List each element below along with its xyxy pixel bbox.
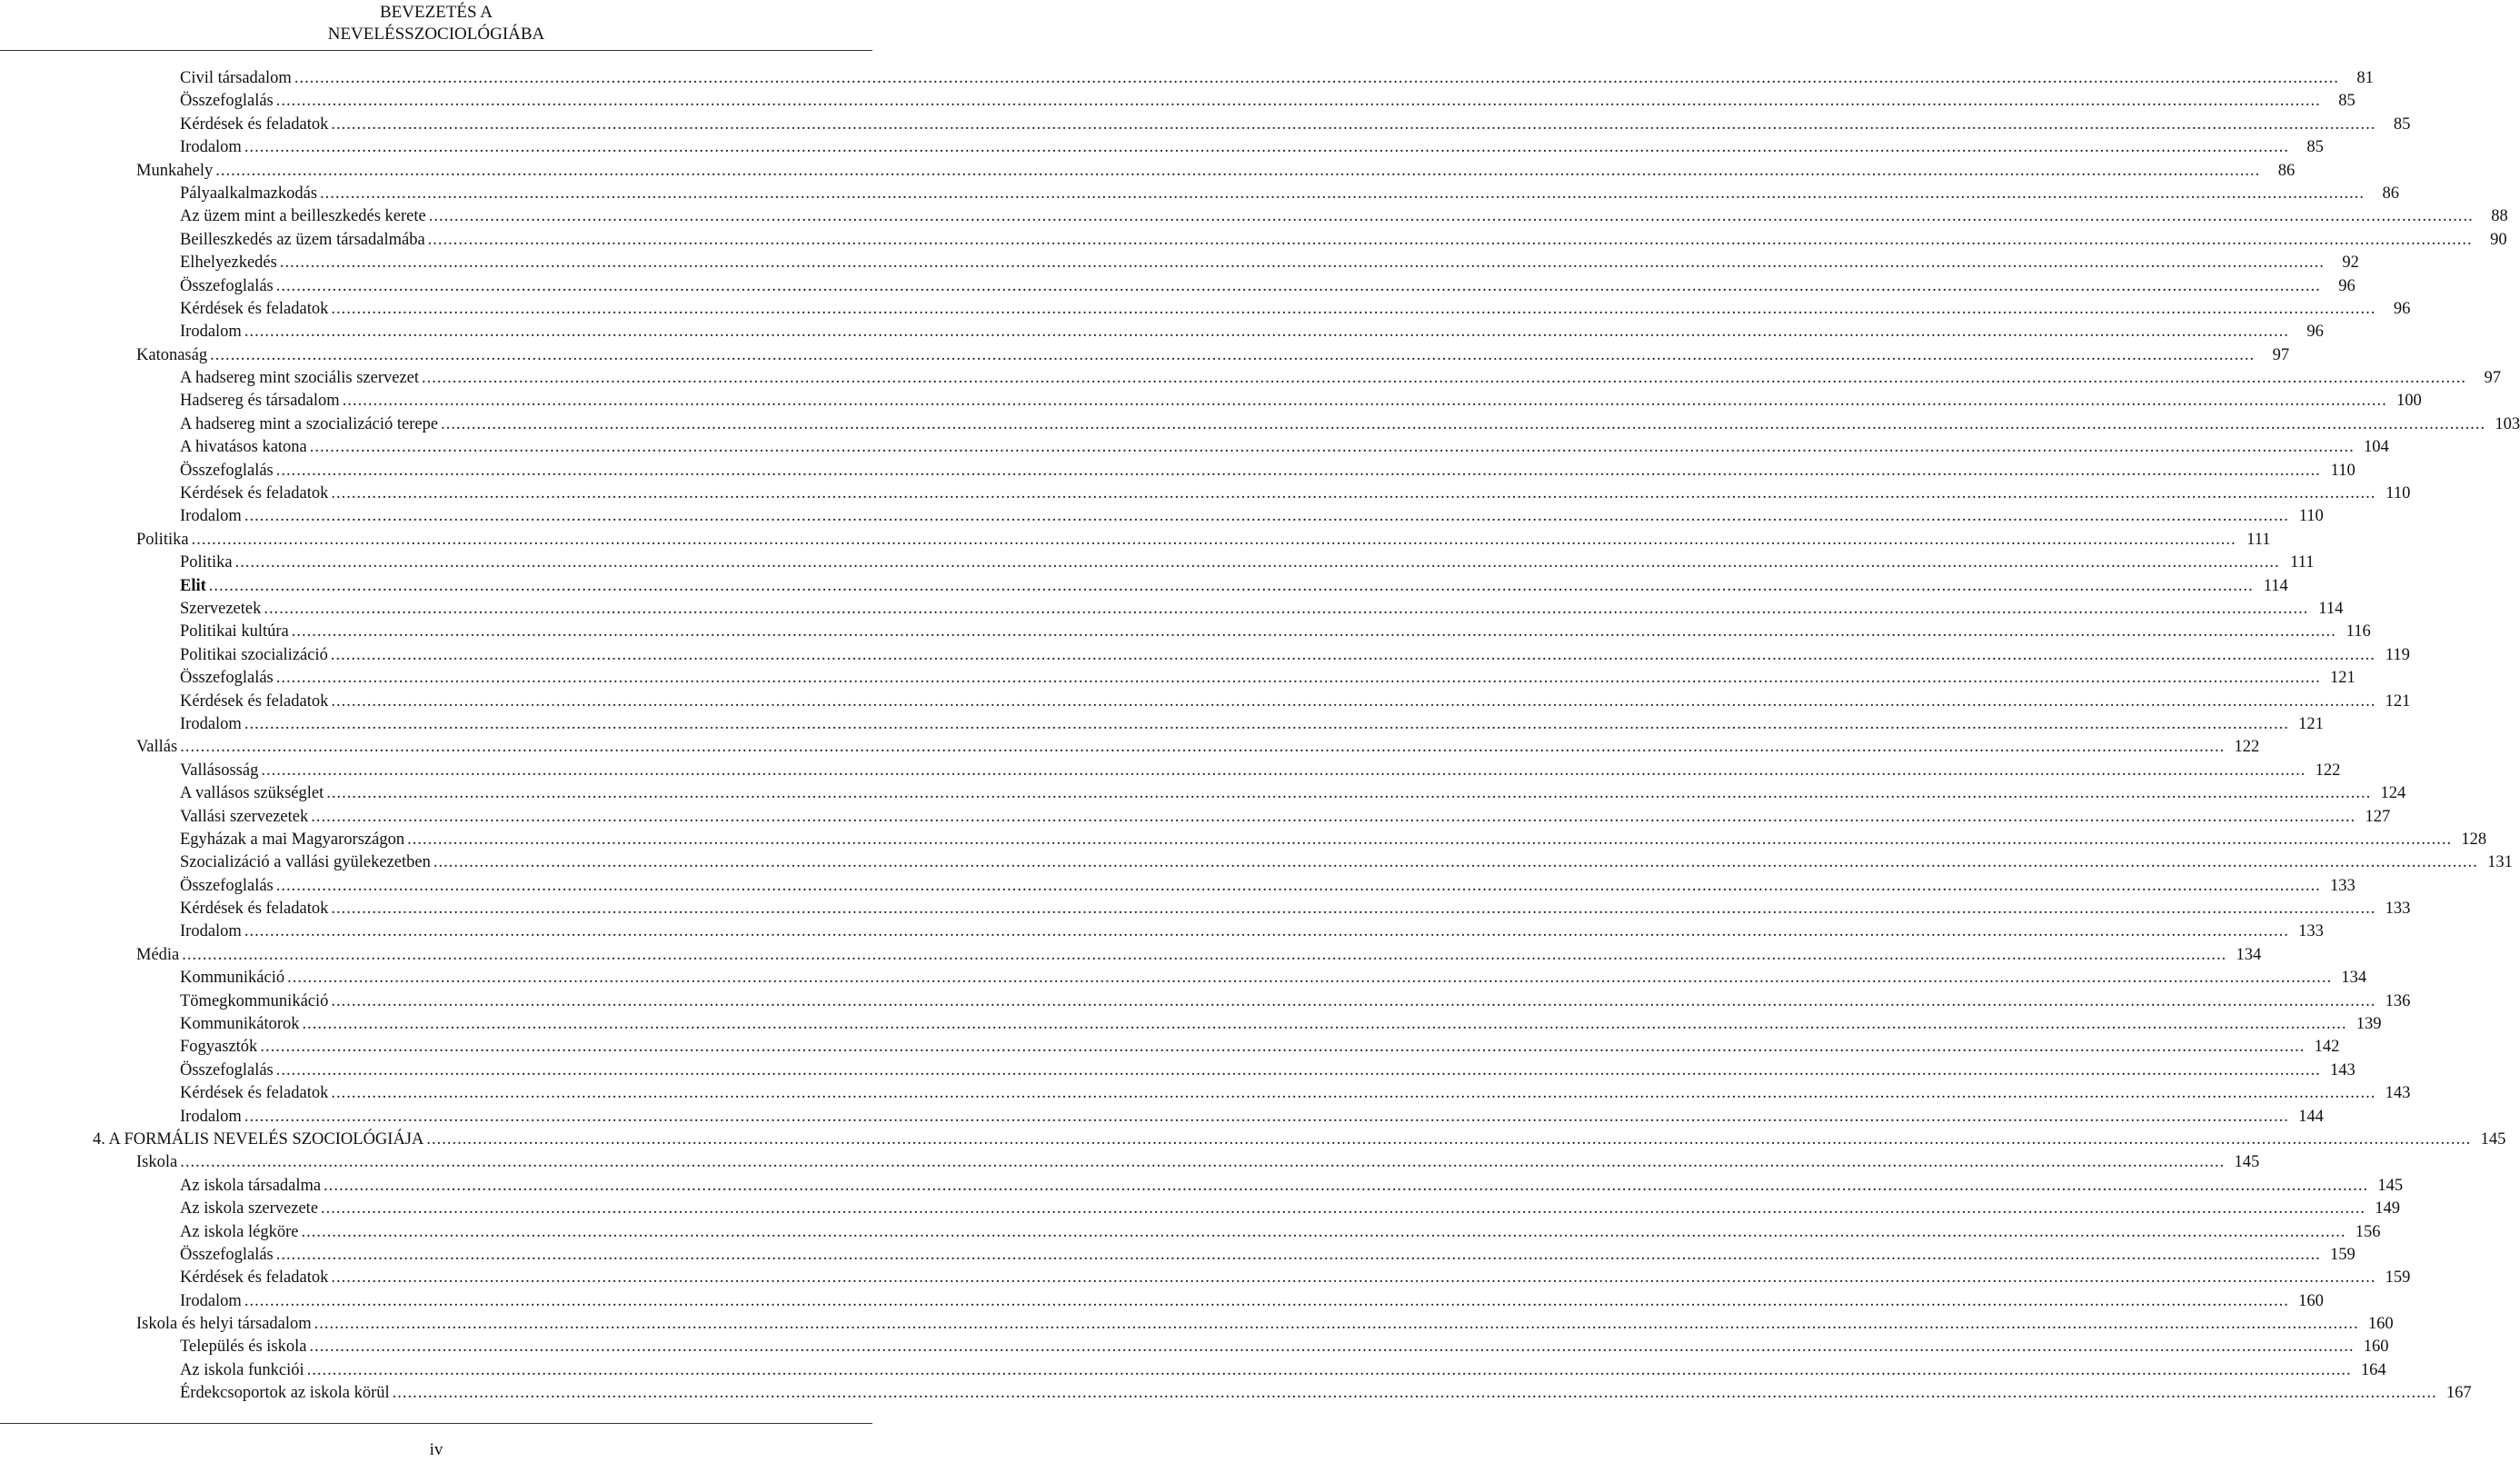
toc-entry[interactable] (180, 782, 2406, 805)
toc-entry-page: 103 (2495, 414, 2520, 433)
toc-dot-leader: ................................................................................................................................................................................................................................................................................................................................................................................................................ (302, 1015, 2347, 1034)
toc-entry-title: Pályaalkalmazkodás (180, 184, 318, 203)
toc-entry-page: 134 (2236, 945, 2262, 964)
toc-entry-title: Összefoglalás (180, 92, 274, 111)
toc-entry-page: 85 (2306, 138, 2324, 157)
toc-entry-page: 116 (2346, 622, 2371, 642)
toc-entry[interactable] (180, 1267, 2411, 1289)
toc-entry-title: 4. A FORMÁLIS NEVELÉS SZOCIOLÓGIÁJA (93, 1129, 424, 1149)
toc-entry-title: Egyházak a mai Magyarországon (180, 830, 405, 849)
toc-entry-title: A hadsereg mint szociális szervezet (180, 369, 420, 388)
toc-entry-title: Elit (180, 576, 206, 595)
toc-entry-page: 164 (2360, 1360, 2386, 1379)
toc-entry-title: Beilleszkedés az üzem társadalmába (180, 230, 425, 249)
toc-dot-leader: ................................................................................................................................................................................................................................................................................................................................................................................................................ (311, 807, 2356, 826)
toc-entry-title: Összefoglalás (180, 669, 274, 688)
toc-entry[interactable] (180, 205, 2508, 228)
toc-entry-page: 100 (2395, 392, 2422, 411)
toc-entry-page: 86 (2277, 161, 2296, 180)
toc-entry-page: 121 (2298, 714, 2324, 733)
toc-entry-page: 121 (2385, 691, 2411, 711)
toc-entry[interactable] (136, 1313, 2394, 1336)
toc-dot-leader: ................................................................................................................................................................................................................................................................................................................................................................................................................ (180, 738, 2226, 757)
toc-entry-page: 81 (2356, 69, 2374, 87)
toc-entry-title: Összefoglalás (180, 1245, 274, 1264)
toc-dot-leader: ................................................................................................................................................................................................................................................................................................................................................................................................................ (244, 138, 2289, 157)
toc-entry-page: 85 (2393, 114, 2411, 134)
toc-entry-page: 121 (2330, 669, 2356, 688)
toc-dot-leader: ................................................................................................................................................................................................................................................................................................................................................................................................................ (309, 1338, 2355, 1357)
toc-entry[interactable] (180, 275, 2356, 298)
toc-entry-page: 111 (2246, 530, 2271, 549)
toc-entry-title: Kérdések és feladatok (180, 1084, 329, 1103)
toc-entry-page: 119 (2385, 645, 2410, 664)
toc-dot-leader: ................................................................................................................................................................................................................................................................................................................................................................................................................ (331, 1084, 2376, 1103)
toc-dot-leader: ................................................................................................................................................................................................................................................................................................................................................................................................................ (309, 438, 2355, 457)
toc-dot-leader: ................................................................................................................................................................................................................................................................................................................................................................................................................ (331, 299, 2376, 318)
toc-entry-page: 143 (2385, 1084, 2411, 1103)
toc-dot-leader: ................................................................................................................................................................................................................................................................................................................................................................................................................ (427, 230, 2473, 249)
toc-dot-leader: ................................................................................................................................................................................................................................................................................................................................................................................................................ (324, 1176, 2369, 1195)
toc-entry[interactable] (180, 114, 2411, 136)
toc-dot-leader: ................................................................................................................................................................................................................................................................................................................................................................................................................ (320, 184, 2366, 203)
toc-dot-leader: ................................................................................................................................................................................................................................................................................................................................................................................................................ (428, 207, 2474, 226)
toc-entry-page: 114 (2318, 599, 2344, 618)
footer-divider (0, 1423, 872, 1424)
toc-entry[interactable] (136, 1151, 2260, 1174)
toc-entry[interactable] (180, 575, 2288, 598)
toc-entry-title: Irodalom (180, 714, 242, 733)
toc-entry-title: Kommunikáció (180, 969, 285, 988)
toc-entry-title: Irodalom (180, 323, 242, 342)
toc-entry-title: Kérdések és feladatok (180, 299, 329, 318)
toc-dot-leader: ................................................................................................................................................................................................................................................................................................................................................................................................................ (422, 369, 2467, 388)
toc-entry[interactable] (180, 621, 2371, 643)
toc-entry-page: 145 (2480, 1129, 2506, 1149)
toc-entry-page: 127 (2365, 807, 2391, 826)
toc-entry[interactable] (180, 367, 2502, 390)
toc-entry-title: Politika (180, 553, 233, 572)
toc-entry[interactable] (180, 252, 2359, 274)
toc-dot-leader: ................................................................................................................................................................................................................................................................................................................................................................................................................ (407, 830, 2453, 849)
toc-entry[interactable] (180, 136, 2324, 159)
toc-entry[interactable] (136, 944, 2262, 967)
toc-entry-page: 96 (2338, 276, 2356, 295)
toc-entry-title: Politikai szocializáció (180, 645, 328, 664)
toc-entry[interactable] (180, 713, 2324, 736)
toc-dot-leader: ................................................................................................................................................................................................................................................................................................................................................................................................................ (301, 1222, 2346, 1241)
toc-entry-page: 96 (2306, 323, 2324, 342)
toc-dot-leader: ................................................................................................................................................................................................................................................................................................................................................................................................................ (234, 553, 2280, 572)
toc-entry[interactable] (180, 760, 2341, 782)
toc-entry[interactable] (180, 1036, 2340, 1059)
toc-entry[interactable] (180, 1221, 2381, 1244)
toc-entry-title: Vallás (136, 738, 178, 757)
toc-entry[interactable] (180, 1198, 2401, 1220)
toc-dot-leader: ................................................................................................................................................................................................................................................................................................................................................................................................................ (275, 461, 2321, 480)
table-of-contents (0, 67, 2520, 1406)
toc-entry-title: Politika (136, 530, 189, 549)
toc-dot-leader: ................................................................................................................................................................................................................................................................................................................................................................................................................ (331, 1268, 2376, 1288)
toc-entry-page: 167 (2445, 1384, 2472, 1403)
toc-entry-page: 139 (2356, 1015, 2382, 1034)
toc-entry[interactable] (180, 1244, 2356, 1267)
toc-dot-leader: ................................................................................................................................................................................................................................................................................................................................................................................................................ (244, 714, 2289, 733)
toc-dot-leader: ................................................................................................................................................................................................................................................................................................................................................................................................................ (275, 1060, 2321, 1079)
toc-entry-page: 144 (2298, 1107, 2324, 1126)
toc-entry[interactable] (180, 183, 2400, 205)
toc-entry-page: 104 (2364, 438, 2389, 457)
toc-entry-title: Érdekcsoportok az iskola körül (180, 1384, 390, 1403)
toc-dot-leader: ................................................................................................................................................................................................................................................................................................................................................................................................................ (321, 1199, 2366, 1218)
toc-entry[interactable] (180, 990, 2411, 1013)
toc-dot-leader: ................................................................................................................................................................................................................................................................................................................................................................................................................ (191, 530, 2236, 549)
toc-entry-page: 136 (2385, 991, 2411, 1010)
page-number: iv (429, 1440, 443, 1459)
toc-entry[interactable] (180, 229, 2507, 252)
toc-entry-page: 133 (2298, 922, 2324, 941)
toc-dot-leader: ................................................................................................................................................................................................................................................................................................................................................................................................................ (331, 691, 2376, 711)
toc-entry[interactable] (180, 67, 2374, 90)
toc-entry[interactable] (180, 460, 2356, 482)
toc-dot-leader: ................................................................................................................................................................................................................................................................................................................................................................................................................ (331, 991, 2376, 1010)
toc-dot-leader: ................................................................................................................................................................................................................................................................................................................................................................................................................ (331, 484, 2376, 503)
toc-entry-page: 110 (2298, 507, 2324, 526)
toc-entry-page: 159 (2385, 1268, 2411, 1288)
toc-entry[interactable] (180, 1013, 2382, 1036)
toc-entry-page: 122 (2234, 738, 2260, 757)
toc-dot-leader: ................................................................................................................................................................................................................................................................................................................................................................................................................ (287, 969, 2333, 988)
toc-dot-leader: ................................................................................................................................................................................................................................................................................................................................................................................................................ (306, 1360, 2352, 1379)
toc-entry-page: 114 (2263, 576, 2288, 595)
toc-entry-title: Az iskola társadalma (180, 1176, 322, 1195)
toc-entry[interactable] (180, 1082, 2411, 1105)
toc-entry-title: Az iskola légköre (180, 1222, 299, 1241)
toc-entry[interactable] (180, 1382, 2472, 1405)
toc-entry[interactable] (180, 806, 2391, 829)
toc-entry[interactable] (180, 482, 2411, 505)
toc-entry-title: Vallásosság (180, 761, 259, 780)
toc-dot-leader: ................................................................................................................................................................................................................................................................................................................................................................................................................ (294, 69, 2339, 87)
toc-dot-leader: ................................................................................................................................................................................................................................................................................................................................................................................................................ (279, 254, 2325, 273)
toc-dot-leader: ................................................................................................................................................................................................................................................................................................................................................................................................................ (275, 1245, 2321, 1264)
toc-entry[interactable] (180, 298, 2411, 321)
toc-entry-page: 128 (2461, 830, 2487, 849)
toc-entry-title: Tömegkommunikáció (180, 991, 329, 1010)
toc-entry-page: 124 (2380, 784, 2406, 803)
toc-dot-leader: ................................................................................................................................................................................................................................................................................................................................................................................................................ (314, 1315, 2359, 1334)
toc-entry[interactable] (180, 1290, 2324, 1313)
toc-entry-page: 160 (2367, 1315, 2394, 1334)
toc-entry-title: Szervezetek (180, 599, 262, 618)
toc-entry-page: 86 (2382, 184, 2400, 203)
toc-dot-leader: ................................................................................................................................................................................................................................................................................................................................................................................................................ (331, 900, 2376, 919)
toc-entry[interactable] (180, 1336, 2389, 1358)
running-header (0, 0, 872, 51)
toc-entry-page: 110 (2386, 484, 2411, 503)
toc-dot-leader: ................................................................................................................................................................................................................................................................................................................................................................................................................ (260, 1038, 2306, 1057)
toc-entry-page: 88 (2491, 207, 2508, 226)
toc-entry-title: Kérdések és feladatok (180, 114, 329, 134)
toc-dot-leader: ................................................................................................................................................................................................................................................................................................................................................................................................................ (180, 1153, 2226, 1172)
toc-entry-page: 122 (2315, 761, 2341, 780)
toc-entry[interactable] (180, 321, 2324, 343)
toc-dot-leader: ................................................................................................................................................................................................................................................................................................................................................................................................................ (275, 276, 2321, 295)
toc-dot-leader: ................................................................................................................................................................................................................................................................................................................................................................................................................ (244, 922, 2289, 941)
toc-entry[interactable] (180, 1106, 2324, 1129)
toc-dot-leader: ................................................................................................................................................................................................................................................................................................................................................................................................................ (426, 1129, 2472, 1149)
toc-dot-leader: ................................................................................................................................................................................................................................................................................................................................................................................................................ (244, 323, 2289, 342)
toc-entry-page: 160 (2363, 1338, 2389, 1357)
toc-entry-title: A hadsereg mint a szocializáció terepe (180, 414, 439, 433)
toc-entry-page: 160 (2298, 1291, 2324, 1310)
toc-entry[interactable] (136, 160, 2296, 183)
toc-entry-title: Média (136, 945, 180, 964)
toc-entry[interactable] (180, 1059, 2356, 1082)
toc-entry-page: 133 (2385, 900, 2411, 919)
toc-entry[interactable] (180, 598, 2344, 621)
toc-entry-page: 90 (2490, 230, 2507, 249)
toc-entry-page: 159 (2330, 1245, 2356, 1264)
toc-entry-page: 97 (2484, 369, 2502, 388)
toc-entry-page: 111 (2290, 553, 2315, 572)
toc-entry-title: Összefoglalás (180, 1060, 274, 1079)
toc-entry-title: Fogyasztók (180, 1038, 258, 1057)
toc-entry-title: Politikai kultúra (180, 622, 289, 642)
toc-entry-title: Civil társadalom (180, 69, 292, 87)
toc-dot-leader: ................................................................................................................................................................................................................................................................................................................................................................................................................ (441, 414, 2486, 433)
toc-entry[interactable] (136, 736, 2260, 759)
toc-entry[interactable] (180, 90, 2356, 113)
toc-entry[interactable] (136, 529, 2271, 552)
toc-dot-leader: ................................................................................................................................................................................................................................................................................................................................................................................................................ (244, 1107, 2289, 1126)
toc-entry-title: Kérdések és feladatok (180, 1268, 329, 1288)
toc-entry[interactable] (180, 967, 2367, 990)
toc-entry-title: Vallási szervezetek (180, 807, 309, 826)
toc-entry-title: Kérdések és feladatok (180, 691, 329, 711)
toc-entry-title: Az iskola szervezete (180, 1199, 319, 1218)
toc-entry-title: Az iskola funkciói (180, 1360, 304, 1379)
toc-dot-leader: ................................................................................................................................................................................................................................................................................................................................................................................................................ (261, 761, 2306, 780)
toc-entry-title: Az üzem mint a beilleszkedés kerete (180, 207, 426, 226)
toc-entry-title: Iskola és helyi társadalom (136, 1315, 312, 1334)
toc-entry-title: Kérdések és feladatok (180, 484, 329, 503)
toc-entry-page: 110 (2330, 461, 2356, 480)
toc-entry-page: 149 (2375, 1199, 2401, 1218)
toc-entry-page: 142 (2314, 1038, 2340, 1057)
toc-entry-title: Település és iskola (180, 1338, 307, 1357)
toc-dot-leader: ................................................................................................................................................................................................................................................................................................................................................................................................................ (264, 599, 2309, 618)
toc-entry[interactable] (93, 1129, 2506, 1151)
toc-entry[interactable] (180, 691, 2411, 713)
toc-dot-leader: ................................................................................................................................................................................................................................................................................................................................................................................................................ (244, 507, 2289, 526)
toc-entry-title: Elhelyezkedés (180, 254, 277, 273)
toc-entry[interactable] (180, 851, 2513, 874)
toc-entry-page: 92 (2342, 254, 2359, 273)
toc-dot-leader: ................................................................................................................................................................................................................................................................................................................................................................................................................ (275, 876, 2321, 895)
toc-entry-page: 143 (2330, 1060, 2356, 1079)
toc-entry[interactable] (180, 390, 2422, 413)
toc-entry-title: Irodalom (180, 922, 242, 941)
toc-entry-page: 145 (2234, 1153, 2260, 1172)
toc-dot-leader: ................................................................................................................................................................................................................................................................................................................................................................................................................ (275, 669, 2321, 688)
toc-entry-page: 156 (2355, 1222, 2381, 1241)
toc-entry-title: Irodalom (180, 138, 242, 157)
toc-entry-title: Katonaság (136, 345, 208, 364)
toc-entry-page: 96 (2393, 299, 2411, 318)
toc-entry[interactable] (180, 875, 2356, 898)
toc-entry[interactable] (180, 898, 2411, 920)
toc-dot-leader: ................................................................................................................................................................................................................................................................................................................................................................................................................ (244, 1291, 2289, 1310)
toc-dot-leader: ................................................................................................................................................................................................................................................................................................................................................................................................................ (210, 345, 2256, 364)
toc-entry-page: 145 (2377, 1176, 2404, 1195)
toc-entry[interactable] (180, 1175, 2404, 1198)
toc-entry[interactable] (180, 829, 2487, 851)
toc-entry-title: A hivatásos katona (180, 438, 307, 457)
running-header-line-2: NEVELÉSSZOCIOLÓGIÁBA (327, 25, 545, 44)
toc-entry-title: Irodalom (180, 1291, 242, 1310)
toc-dot-leader: ................................................................................................................................................................................................................................................................................................................................................................................................................ (182, 945, 2227, 964)
toc-entry-page: 85 (2338, 92, 2356, 111)
toc-dot-leader: ................................................................................................................................................................................................................................................................................................................................................................................................................ (275, 92, 2321, 111)
toc-entry-title: Hadsereg és társadalom (180, 392, 340, 411)
toc-entry-title: Összefoglalás (180, 461, 274, 480)
toc-entry[interactable] (180, 413, 2520, 436)
toc-entry-page: 133 (2330, 876, 2356, 895)
toc-entry[interactable] (180, 1359, 2386, 1382)
toc-entry-page: 131 (2487, 853, 2513, 872)
toc-dot-leader: ................................................................................................................................................................................................................................................................................................................................................................................................................ (342, 392, 2387, 411)
toc-dot-leader: ................................................................................................................................................................................................................................................................................................................................................................................................................ (208, 576, 2254, 595)
toc-entry[interactable] (180, 920, 2324, 943)
toc-entry-title: Kommunikátorok (180, 1015, 300, 1034)
toc-entry-title: Szocializáció a vallási gyülekezetben (180, 853, 431, 872)
toc-entry-page: 134 (2341, 969, 2367, 988)
toc-dot-leader: ................................................................................................................................................................................................................................................................................................................................................................................................................ (291, 622, 2336, 642)
toc-entry-title: Összefoglalás (180, 276, 274, 295)
toc-entry-title: Összefoglalás (180, 876, 274, 895)
toc-entry-title: Munkahely (136, 161, 214, 180)
toc-entry[interactable] (180, 644, 2410, 667)
toc-dot-leader: ................................................................................................................................................................................................................................................................................................................................................................................................................ (215, 161, 2261, 180)
toc-entry-title: Irodalom (180, 507, 242, 526)
toc-entry[interactable] (136, 344, 2290, 367)
toc-dot-leader: ................................................................................................................................................................................................................................................................................................................................................................................................................ (392, 1384, 2437, 1403)
toc-dot-leader: ................................................................................................................................................................................................................................................................................................................................................................................................................ (326, 784, 2372, 803)
toc-entry[interactable] (180, 552, 2315, 574)
toc-entry[interactable] (180, 667, 2356, 690)
toc-entry[interactable] (180, 505, 2324, 528)
toc-dot-leader: ................................................................................................................................................................................................................................................................................................................................................................................................................ (331, 114, 2376, 134)
toc-entry-page: 97 (2272, 345, 2290, 364)
toc-entry-title: Iskola (136, 1153, 178, 1172)
running-header-line-1: BEVEZETÉS A (379, 3, 493, 22)
toc-dot-leader: ................................................................................................................................................................................................................................................................................................................................................................................................................ (330, 645, 2376, 664)
toc-entry-title: A vallásos szükséglet (180, 784, 324, 803)
toc-entry-title: Kérdések és feladatok (180, 900, 329, 919)
toc-dot-leader: ................................................................................................................................................................................................................................................................................................................................................................................................................ (433, 853, 2478, 872)
toc-entry-title: Irodalom (180, 1107, 242, 1126)
toc-entry[interactable] (180, 436, 2389, 459)
